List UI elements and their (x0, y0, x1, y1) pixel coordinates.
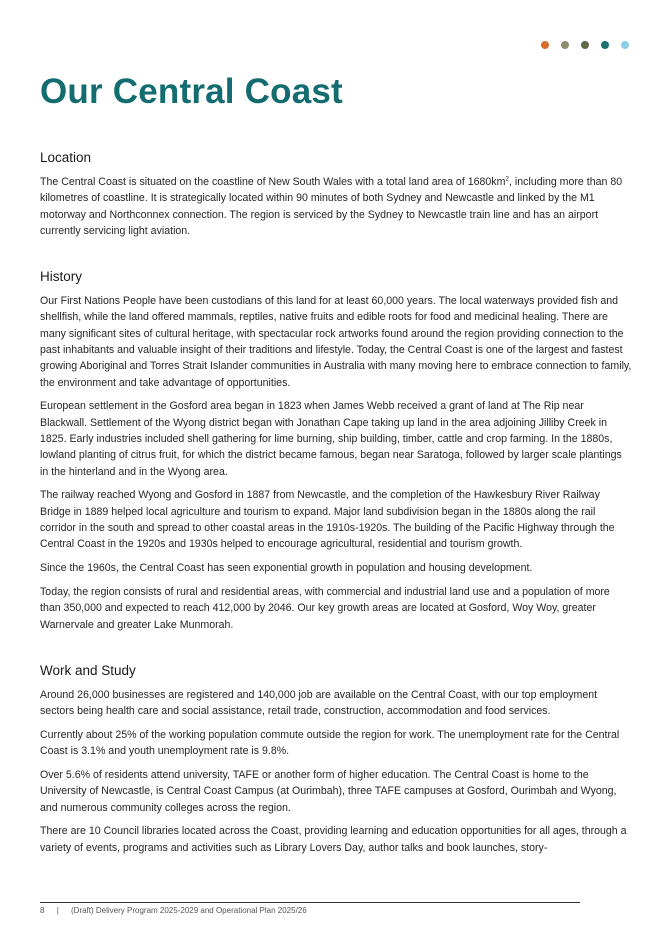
history-paragraph: Since the 1960s, the Central Coast has seen exponential growth in population and housing development. (40, 562, 533, 575)
page-footer (40, 906, 317, 915)
work-study-paragraph: Around 26,000 businesses are registered and 140,000 job are available on the Central Coast, with our top employment sectors being health care and social assistance, retail trade, construction, accommodation and food services. (40, 688, 598, 718)
footer-document-title: (Draft) Delivery Program 2025-2029 and Operational Plan 2025/26 (71, 906, 307, 915)
page-number: 8 (40, 906, 45, 915)
history-paragraph: The railway reached Wyong and Gosford in 1887 from Newcastle, and the completion of the Hawkesbury River Railway Bridge in 1889 helped local agriculture and tourism to expand. Major land subdivision began in the 1880s along the rail corridor in the south and spread to other coastal areas in the 1910s-1920s. The building of the Pacific Highway through the Central Coast in the 1920s and 1930s helped to encourage agricultural, residential and tourism growth. (40, 489, 615, 551)
decorative-dots (541, 41, 629, 49)
work-study-paragraph: Currently about 25% of the working population commute outside the region for work. The unemployment rate for the Central Coast is 3.1% and youth unemployment rate is 9.8%. (40, 728, 620, 758)
main-content (40, 150, 632, 886)
history-paragraph: Our First Nations People have been custodians of this land for at least 60,000 years. The local waterways provided fish and shellfish, while the land offered mammals, reptiles, native fruits and edible roots for food and medicinal healing. There are many significant sites of cultural heritage, with spectacular rock artworks found around the region providing connection to the past inhabitants and valuable insight of their traditions and lifestyle. Today, the Central Coast is one of the largest and fastest growing Aboriginal and Torres Strait Islander communities in Australia with many moving here to embrace connection to family, the environment and take advantage of opportunities. (40, 295, 632, 389)
history-paragraph: European settlement in the Gosford area began in 1823 when James Webb received a grant of land at The Rip near Blackwall. Settlement of the Wyong district began with Jonathan Cape taking up land in the area adjoining Jilliby Creek in 1825. Early industries included shell gathering for lime burning, ship building, timber, cattle and crop farming. In the 1880s, lowland planting of citrus fruit, for which the district became famous, began near Saratoga, followed by larger scale plantings in the hinterland and in the Wyong area. (40, 400, 622, 478)
location-heading: Location (40, 150, 92, 165)
history-section (40, 269, 632, 633)
footer-separator: | (56, 906, 59, 915)
dot-light-blue (621, 41, 629, 49)
work-study-paragraph: Over 5.6% of residents attend university, TAFE or another form of higher education. The Central Coast is home to the University of Newcastle, is Central Coast Campus (at Ourimbah), three TAFE campuses at Gosford, Ourimbah and Wyong, and numerous community colleges across the region. (40, 769, 617, 814)
location-paragraph: The Central Coast is situated on the coastline of New South Wales with a total land area of $1680km^2$, including more than 80 kilometres of coastline. It is strategically located within 90 minutes of both Sydney and Newcastle and linked by the M1 motorway and Northconnex connection. The region is serviced by the Sydney to Newcastle train line and has an airport currently servicing light aviation. (40, 175, 623, 237)
page-title: Our Central Coast (40, 72, 343, 111)
dot-teal (601, 41, 609, 49)
history-paragraph: Today, the region consists of rural and residential areas, with commercial and industrial land use and a population of more than 350,000 and expected to reach 412,000 by 2046. Our key growth areas are located at Gosford, Woy Woy, greater Warnervale and greater Lake Munmorah. (40, 585, 610, 631)
dot-green (581, 41, 589, 49)
work-study-heading: Work and Study (40, 662, 136, 678)
location-section (40, 150, 632, 239)
work-study-paragraph: There are 10 Council libraries located across the Coast, providing learning and education opportunities for all ages, through a variety of events, programs and activities such as Library Lovers Day, author talks and book launches, story- (40, 825, 627, 854)
dot-olive (561, 41, 569, 49)
footer-divider (40, 902, 580, 903)
history-heading: History (40, 269, 83, 285)
work-study-section (40, 663, 632, 856)
dot-orange (541, 41, 549, 49)
